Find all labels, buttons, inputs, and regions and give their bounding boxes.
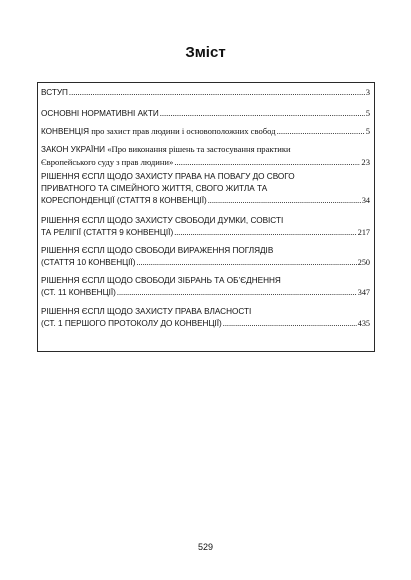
dot-leader [208, 195, 361, 207]
dot-leader [223, 318, 357, 330]
toc-entry-label: КОНВЕНЦІЯ [41, 127, 90, 136]
toc-page-number: 5 [365, 108, 370, 118]
toc-entry-intro[interactable] [41, 86, 370, 99]
toc-page-number: 23 [361, 157, 370, 167]
toc-entry-label-line1: РІШЕННЯ ЄСПЛ ЩОДО ЗАХИСТУ ПРАВА ВЛАСНОСТІ [41, 307, 252, 316]
toc-entry-label-line2: ТА РЕЛІГІЇ (СТАТТЯ 9 КОНВЕНЦІЇ) [41, 228, 174, 237]
dot-leader [117, 287, 357, 299]
dot-leader [174, 227, 357, 239]
toc-entry-label-line2: (СТ. 11 КОНВЕНЦІЇ) [41, 288, 116, 297]
toc-entry-law-of-ukraine[interactable] [41, 143, 370, 168]
toc-entry-label-line3: КОРЕСПОНДЕНЦІЇ (СТАТТЯ 8 КОНВЕНЦІЇ) [41, 196, 207, 205]
toc-entry-label-line2: ПРИВАТНОГО ТА СІМЕЙНОГО ЖИТТЯ, СВОГО ЖИТЛА ТА [41, 184, 268, 193]
toc-entry-label-line2: (СТ. 1 ПЕРШОГО ПРОТОКОЛУ ДО КОНВЕНЦІЇ) [41, 319, 222, 328]
dot-leader [136, 257, 356, 269]
dot-leader [277, 125, 365, 137]
toc-entry-convention[interactable] [41, 125, 370, 138]
dot-leader [69, 86, 365, 98]
toc-entry-article-10[interactable] [41, 245, 370, 269]
toc-entry-label-line2: Європейського суду з прав людини» [41, 157, 174, 167]
toc-entry-label-line1: РІШЕННЯ ЄСПЛ ЩОДО СВОБОДИ ЗІБРАНЬ ТА ОБ’ЄДНЕННЯ [41, 276, 281, 285]
toc-page-number: 435 [357, 319, 370, 328]
page-number: 529 [197, 542, 214, 552]
toc-entry-label-line1: РІШЕННЯ ЄСПЛ ЩОДО СВОБОДИ ВИРАЖЕННЯ ПОГЛЯДІВ [41, 246, 274, 255]
toc-entry-label-line1: РІШЕННЯ ЄСПЛ ЩОДО ЗАХИСТУ ПРАВА НА ПОВАГУ ДО СВОГО [41, 172, 295, 181]
toc-entry-article-11[interactable] [41, 275, 370, 299]
toc-entry-article-9[interactable] [41, 215, 370, 239]
toc-entry-normative-acts[interactable] [41, 107, 370, 120]
toc-entry-label-rest: про захист прав людини і основоположних свобод [89, 126, 276, 136]
toc-entry-label: ОСНОВНІ НОРМАТИВНІ АКТИ [41, 109, 159, 118]
toc-page-number: 34 [361, 196, 370, 205]
dot-leader [174, 156, 360, 168]
toc-page-number: 5 [365, 126, 370, 136]
dot-leader [160, 107, 365, 119]
toc-page-number: 250 [357, 258, 370, 267]
toc-entry-article-8[interactable] [41, 171, 370, 207]
toc-page-number: 347 [357, 288, 370, 297]
toc-entry-label-rest: «Про виконання рішень та застосування практики [105, 144, 291, 154]
toc-entry-protocol-1[interactable] [41, 306, 370, 330]
toc-entry-label-line2: (СТАТТЯ 10 КОНВЕНЦІЇ) [41, 258, 136, 267]
toc-page-number: 3 [365, 87, 370, 97]
toc-page-number: 217 [357, 228, 370, 237]
page-title: Зміст [185, 44, 226, 61]
toc-entry-label: ЗАКОН УКРАЇНИ [41, 145, 106, 154]
toc-entry-label: ВСТУП [41, 88, 68, 97]
toc-entry-label-line1: РІШЕННЯ ЄСПЛ ЩОДО ЗАХИСТУ СВОБОДИ ДУМКИ, СОВІСТІ [41, 216, 284, 225]
